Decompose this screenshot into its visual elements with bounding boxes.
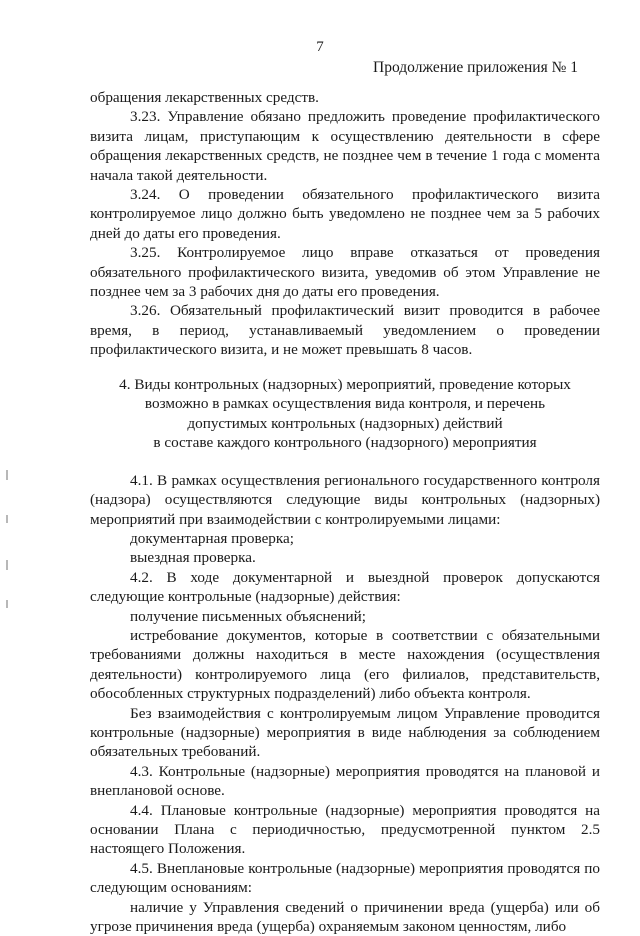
- paragraph-4-3: 4.3. Контрольные (надзорные) мероприятия проводятся на плановой и внеплановой основе.: [90, 762, 600, 800]
- scan-margin-marks: [6, 0, 10, 905]
- paragraph-4-1: 4.1. В рамках осуществления регионального государственного контроля (надзора) осуществляются следующие виды контрольных (надзорных) мероприятий при взаимодействии с контролируемыми лицами:: [90, 471, 600, 528]
- paragraph-grounds-item: наличие у Управления сведений о причинении вреда (ущерба) или об угрозе причинения вреда (ущерба) охраняемым законом ценностям, либо: [90, 898, 600, 936]
- heading-line-1: 4. Виды контрольных (надзорных) мероприятий, проведение которых: [119, 375, 571, 393]
- paragraph-4-5: 4.5. Внеплановые контрольные (надзорные) мероприятия проводятся по следующим основаниям:: [90, 859, 600, 897]
- page-number: 7: [316, 39, 324, 55]
- paragraph-continuation: обращения лекарственных средств.: [90, 89, 319, 106]
- paragraph-3-25: 3.25. Контролируемое лицо вправе отказаться от проведения обязательного профилактического визита, уведомив об этом Управление не позднее чем за 3 рабочих дня до даты его проведения.: [90, 244, 600, 301]
- heading-line-3: допустимых контрольных (надзорных) действий: [187, 414, 503, 432]
- document-body: [90, 88, 600, 936]
- section-4-heading: [90, 375, 600, 453]
- paragraph-3-26: 3.26. Обязательный профилактический визит проводится в рабочее время, в период, устанавливаемый уведомлением о проведении профилактического визита, и не может превышать 8 часов.: [90, 302, 600, 359]
- list-item-document-request: истребование документов, которые в соответствии с обязательными требованиями должны находиться в месте нахождения (осуществления деятельности) контролируемого лица (его филиалов, представительств, обособленных структурных подразделений) либо объекта контроля.: [90, 626, 600, 703]
- list-item-written-explanations: получение письменных объяснений;: [130, 607, 366, 625]
- paragraph-3-24: 3.24. О проведении обязательного профилактического визита контролируемое лицо должно быть уведомлено не позднее чем за 5 рабочих дней до даты его проведения.: [90, 186, 600, 242]
- paragraph-3-23: 3.23. Управление обязано предложить проведение профилактического визита лицам, приступающим к осуществлению деятельности в сфере обращения лекарственных средств, не позднее чем в течение 1 года с момента начала такой деятельности.: [90, 108, 600, 184]
- heading-line-4: в составе каждого контрольного (надзорного) мероприятия: [153, 434, 537, 452]
- heading-line-2: возможно в рамках осуществления вида контроля, и перечень: [144, 395, 546, 413]
- list-item-field-check: выездная проверка.: [130, 549, 256, 567]
- paragraph-4-2: 4.2. В ходе документарной и выездной проверок допускаются следующие контрольные (надзорные) действия:: [90, 568, 600, 606]
- annex-continuation-header: Продолжение приложения № 1: [373, 59, 578, 76]
- paragraph-4-4: 4.4. Плановые контрольные (надзорные) мероприятия проводятся на основании Плана с периодичностью, предусмотренной пунктом 2.5 настоящего Положения.: [90, 801, 600, 858]
- paragraph-observation: Без взаимодействия с контролируемым лицом Управление проводится контрольные (надзорные) мероприятия в виде наблюдения за соблюдением обязательных требований.: [90, 704, 600, 761]
- list-item-documentary-check: документарная проверка;: [130, 529, 295, 547]
